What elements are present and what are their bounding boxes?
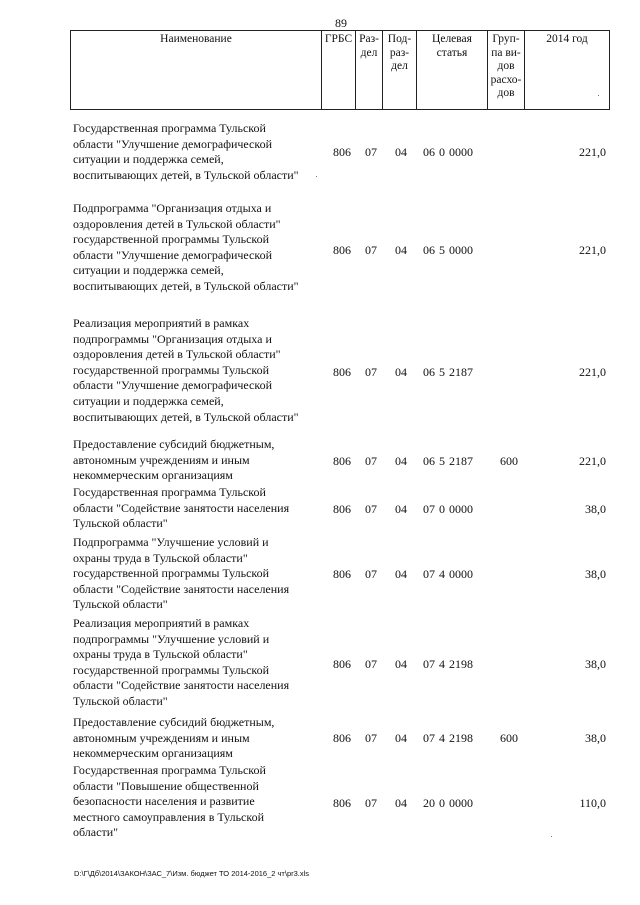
header-grbs: ГРБС (322, 30, 356, 110)
row-name: Подпрограмма "Улучшение условий и охраны труда в Тульской области" государственной программы Тульской области "Содействие занятости населения Тульской области" (73, 535, 290, 612)
row-amount: 221,0 (579, 365, 606, 379)
row-grbs: 806 (333, 502, 351, 516)
row-razdel: 07 (365, 365, 377, 379)
row-podrazdel: 04 (395, 145, 407, 159)
header-name: Наименование (70, 30, 322, 110)
row-amount: 38,0 (585, 731, 606, 745)
row-amount: 38,0 (585, 567, 606, 581)
header-razdel: Раз- дел (356, 30, 383, 110)
row-razdel: 07 (365, 796, 377, 810)
row-name: Реализация мероприятий в рамках подпрограммы "Улучшение условий и охраны труда в Тульской области" государственной программы Тульской области "Содействие занятости населения Тульской области" (73, 616, 290, 708)
row-razdel: 07 (365, 567, 377, 581)
row-group: 600 (500, 454, 518, 468)
header-podrazdel: Под- раз- дел (383, 30, 417, 110)
row-razdel: 07 (365, 731, 377, 745)
header-year: 2014 год (525, 30, 610, 110)
row-article: 07 4 2198 (423, 657, 473, 671)
header-group: Груп- па ви- дов расхо- дов (488, 30, 525, 110)
row-podrazdel: 04 (395, 796, 407, 810)
scan-speck (316, 176, 317, 177)
row-article: 06 5 2187 (423, 454, 473, 468)
row-amount: 110,0 (579, 796, 606, 810)
row-article: 07 4 2198 (423, 731, 473, 745)
row-amount: 38,0 (585, 657, 606, 671)
row-amount: 221,0 (579, 243, 606, 257)
page-number: 89 (335, 16, 347, 30)
row-article: 06 0 0000 (423, 145, 473, 159)
row-grbs: 806 (333, 657, 351, 671)
row-article: 20 0 0000 (423, 796, 473, 810)
row-article: 06 5 2187 (423, 365, 473, 379)
row-article: 06 5 0000 (423, 243, 473, 257)
row-amount: 38,0 (585, 502, 606, 516)
row-podrazdel: 04 (395, 502, 407, 516)
file-path-footer: D:\Г\Дб\2014\ЗАКОН\ЗАС_7\Изм. бюджет ТО 2014-2016_2 чт\pr3.xls (74, 869, 310, 878)
row-name: Реализация мероприятий в рамках подпрограммы "Организация отдыха и оздоровления детей в Тульской области" государственной программы Тульской области "Улучшение демографической ситуации и поддержка семей, воспитывающих детей, в Тульской области" (73, 316, 299, 424)
row-article: 07 4 0000 (423, 567, 473, 581)
row-podrazdel: 04 (395, 731, 407, 745)
row-name: Государственная программа Тульской области "Содействие занятости населения Тульской области" (73, 485, 290, 531)
row-razdel: 07 (365, 454, 377, 468)
row-grbs: 806 (333, 243, 351, 257)
row-razdel: 07 (365, 145, 377, 159)
scan-speck (598, 95, 599, 96)
row-group: 600 (500, 731, 518, 745)
row-article: 07 0 0000 (423, 502, 473, 516)
row-amount: 221,0 (579, 145, 606, 159)
row-amount: 221,0 (579, 454, 606, 468)
row-grbs: 806 (333, 365, 351, 379)
row-razdel: 07 (365, 657, 377, 671)
row-podrazdel: 04 (395, 657, 407, 671)
row-podrazdel: 04 (395, 567, 407, 581)
row-razdel: 07 (365, 243, 377, 257)
row-grbs: 806 (333, 731, 351, 745)
scan-speck (551, 836, 552, 837)
row-podrazdel: 04 (395, 454, 407, 468)
row-razdel: 07 (365, 502, 377, 516)
row-name: Подпрограмма "Организация отдыха и оздоровления детей в Тульской области" государственной программы Тульской области "Улучшение демографической ситуации и поддержка семей, воспитывающих детей, в Тульской области" (73, 201, 299, 293)
row-podrazdel: 04 (395, 243, 407, 257)
row-grbs: 806 (333, 796, 351, 810)
row-grbs: 806 (333, 145, 351, 159)
row-name: Предоставление субсидий бюджетным, автономным учреждениям и иным некоммерческим организациям (73, 715, 275, 761)
header-article: Целевая статья (417, 30, 488, 110)
row-grbs: 806 (333, 567, 351, 581)
row-grbs: 806 (333, 454, 351, 468)
row-name: Государственная программа Тульской области "Улучшение демографической ситуации и поддержка семей, воспитывающих детей, в Тульской области" (73, 121, 299, 182)
row-name: Государственная программа Тульской области "Повышение общественной безопасности населения и развитие местного самоуправления в Тульской области" (73, 763, 266, 840)
row-podrazdel: 04 (395, 365, 407, 379)
row-name: Предоставление субсидий бюджетным, автономным учреждениям и иным некоммерческим организациям (73, 437, 275, 483)
